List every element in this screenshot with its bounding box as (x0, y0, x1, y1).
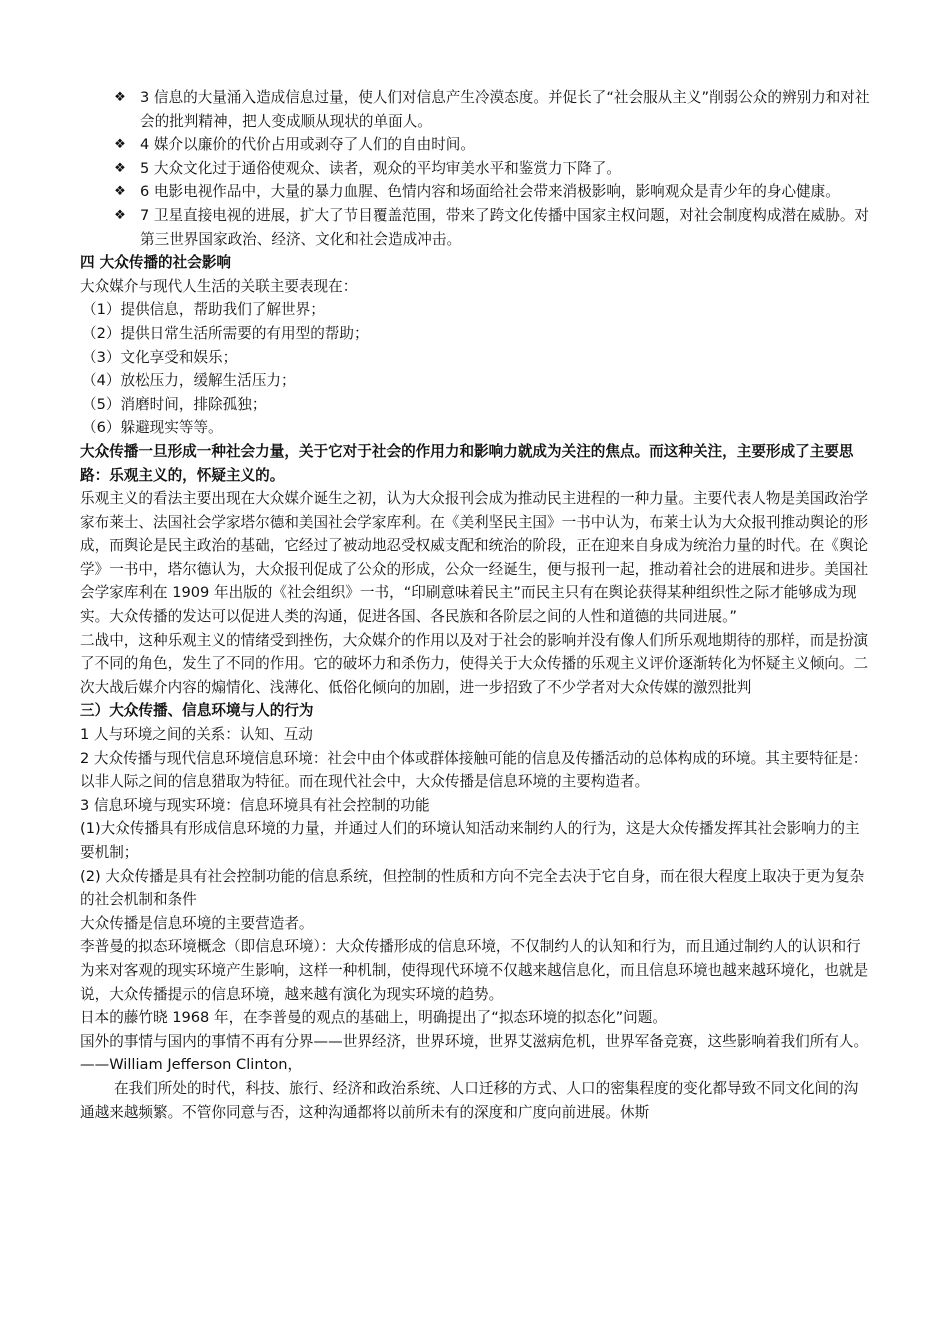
list-item: （1）提供信息，帮助我们了解世界； (82, 301, 325, 319)
paragraph-optimism: 乐观主义的看法主要出现在大众媒介诞生之初，认为大众报刊会成为推动民主进程的一种力量。主要代表人物是美国政治学家布莱士、法国社会学家塔尔德和美国社会学家库利。在《美利坚民主国》一书中认为，布莱士认为大众报刊推动舆论的形成，而舆论是民主政治的基础，它经过了被动地忍受权威支配和统治的阶段，正在迎来自身成为统治力量的时代。在《舆论学》一书中，塔尔德认为，大众报刊促成了公众的形成，公众一经诞生，便与报刊一起，推动着社会的进展和进步。美国社会学家库利在 1909 年出版的《社会组织》一书，“印刷意味着民主”而民主只有在舆论获得某种组织性之际才能够成为现实。大众传播的发达可以促进人类的沟通，促进各国、各民族和各阶层之间的人性和道德的共同进展。” (80, 490, 869, 626)
section-heading-social-impact: 四 大众传播的社会影响 (80, 254, 232, 272)
paragraph-line: 3 信息环境与现实环境：信息环境具有社会控制的功能 (80, 796, 430, 814)
diamond-bullet-icon: ❖ (114, 184, 126, 200)
bullet-list (80, 86, 870, 251)
paragraph-fujitake: 日本的藤竹晓 1968 年，在李普曼的观点的基础上，明确提出了“拟态环境的拟态化”问题。 (80, 1009, 667, 1027)
paragraph-line: 2 大众传播与现代信息环境信息环境：社会中由个体或群体接触可能的信息及传播活动的总体构成的环境。其主要特征是：以非人际之间的信息猎取为特征。而在现代社会中，大众传播是信息环境的主要构造者。 (80, 749, 868, 791)
numbered-list (80, 298, 870, 440)
bold-statement: 大众传播一旦形成一种社会力量，关于它对于社会的作用力和影响力就成为关注的焦点。而这种关注，主要形成了主要思路：乐观主义的，怀疑主义的。 (80, 442, 854, 484)
diamond-bullet-icon: ❖ (114, 90, 126, 105)
paragraph-line: (2) 大众传播是具有社会控制功能的信息系统，但控制的性质和方向不完全去决于它自身，而在很大程度上取决于更为复杂的社会机制和条件 (80, 867, 865, 909)
diamond-bullet-icon: ❖ (114, 137, 126, 153)
paragraph-line: (1)大众传播具有形成信息环境的力量，并通过人们的环境认知活动来制约人的行为，这是大众传播发挥其社会影响力的主要机制； (80, 820, 860, 861)
document-page (80, 86, 890, 1124)
list-item: （4）放松压力，缓解生活压力； (82, 372, 296, 390)
bullet-item: ❖ 3 信息的大量涌入造成信息过量，使人们对信息产生冷漠态度。并促长了“社会服从主义”削弱公众的辨别力和对社会的批判精神，把人变成顺从现状的单面人。 (80, 86, 870, 133)
list-item: （2）提供日常生活所需要的有用型的帮助； (82, 324, 369, 342)
section-heading-info-environment: 三）大众传播、信息环境与人的行为 (80, 702, 314, 720)
bullet-item: ❖ 6 电影电视作品中，大量的暴力血腥、色情内容和场面给社会带来消极影响，影响观众是青少年的身心健康。 (80, 180, 870, 204)
bullet-item: ❖ 7 卫星直接电视的进展，扩大了节目覆盖范围，带来了跨文化传播中国家主权问题，对社会制度构成潜在威胁。对第三世界国家政治、经济、文化和社会造成冲击。 (80, 204, 870, 251)
paragraph-lippmann: 李普曼的拟态环境概念（即信息环境）：大众传播形成的信息环境，不仅制约人的认知和行为，而且通过制约人的认识和行为来对客观的现实环境产生影响，这样一种机制，使得现代环境不仅越来越信息化，而且信息环境也越来越环境化，也就是说，大众传播提示的信息环境，越来越有演化为现实环境的趋势。 (80, 938, 869, 1003)
list-item: （3）文化享受和娱乐； (82, 348, 238, 366)
list-item: （5）消磨时间，排除孤独； (82, 395, 267, 413)
paragraph-line: 1 人与环境之间的关系：认知、互动 (80, 726, 313, 744)
list-item: （6）躲避现实等等。 (82, 419, 223, 437)
bullet-item: ❖ 5 大众文化过于通俗使观众、读者，观众的平均审美水平和鉴赏力下降了。 (80, 157, 870, 181)
paragraph-line: 大众传播是信息环境的主要营造者。 (80, 914, 314, 932)
paragraph-clinton-quote: 国外的事情与国内的事情不再有分界——世界经济，世界环境，世界艾滋病危机，世界军备竞赛，这些影响着我们所有人。 ——William Jefferson Clinton， (80, 1032, 890, 1074)
bullet-item: ❖ 4 媒介以廉价的代价占用或剥夺了人们的自由时间。 (80, 133, 870, 157)
paragraph-ww2: 二战中，这种乐观主义的情绪受到挫伤，大众媒介的作用以及对于社会的影响并没有像人们所乐观地期待的那样，而是扮演了不同的角色，发生了不同的作用。它的破坏力和杀伤力，使得关于大众传播的乐观主义评价逐渐转化为怀疑主义倾向。二次大战后媒介内容的煽情化、浅薄化、低俗化倾向的加剧，进一步招致了不少学者对大众传媒的激烈批判 (80, 631, 869, 696)
intro-text: 大众媒介与现代人生活的关联主要表现在： (80, 277, 358, 295)
diamond-bullet-icon: ❖ (114, 160, 126, 176)
diamond-bullet-icon: ❖ (114, 207, 126, 223)
paragraph-indented: 在我们所处的时代，科技、旅行、经济和政治系统、人口迁移的方式、人口的密集程度的变化都导致不同文化间的沟通越来越频繁。不管你同意与否，这种沟通都将以前所未有的深度和广度向前进展。休斯 (80, 1079, 859, 1121)
